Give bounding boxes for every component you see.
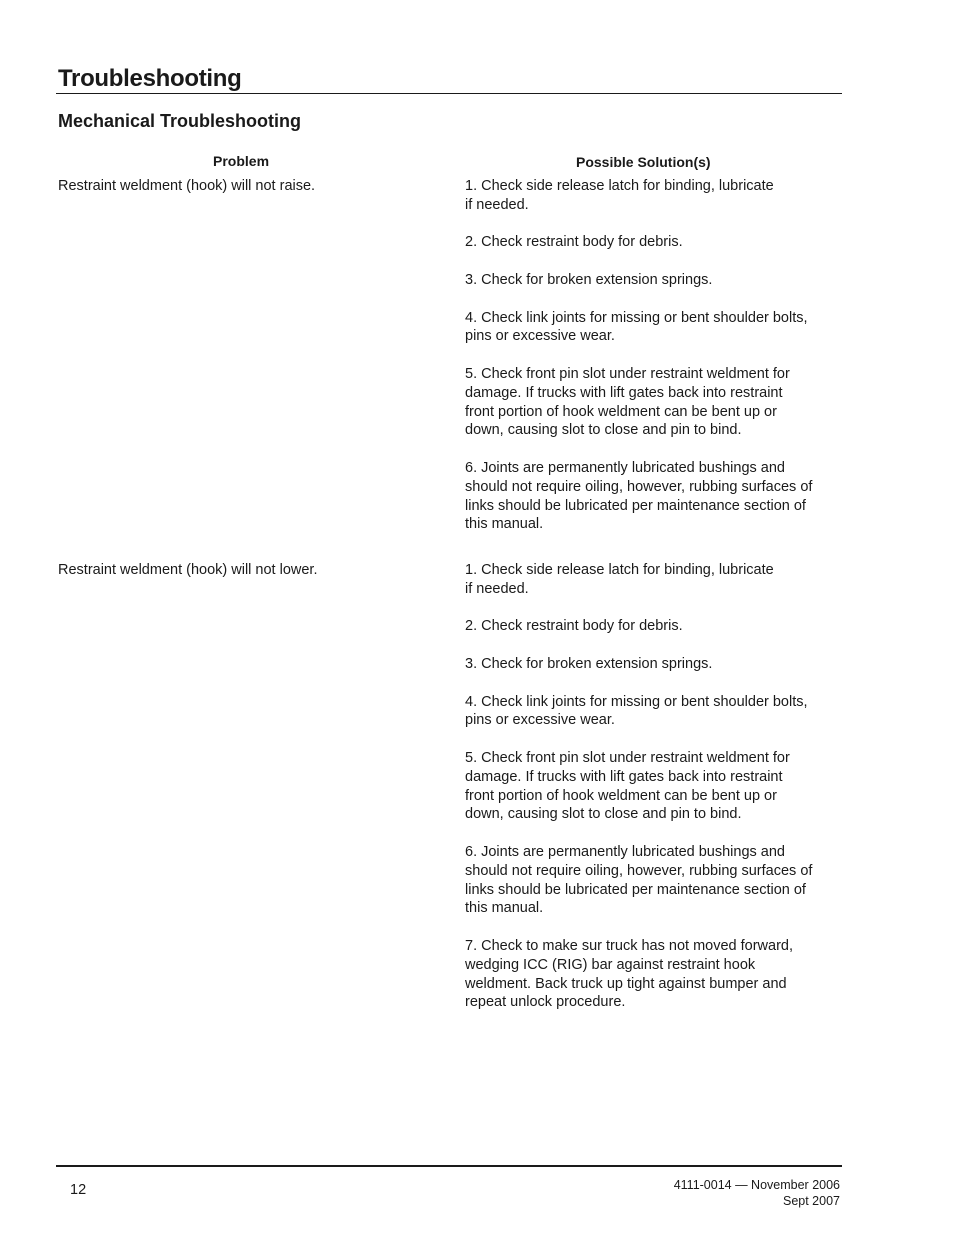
section-title: Mechanical Troubleshooting	[58, 111, 302, 131]
solution-item: 3. Check for broken extension springs.	[465, 655, 713, 672]
page-number: 12	[70, 1182, 87, 1198]
page-title: Troubleshooting	[58, 65, 242, 92]
solution-item: 3. Check for broken extension springs.	[465, 271, 713, 288]
document-number-date: 4111-0014 — November 2006	[673, 1178, 840, 1192]
solution-item: 2. Check restraint body for debris.	[465, 618, 683, 635]
solution-item: 1. Check side release latch for binding, lubricate if needed.	[465, 178, 774, 213]
problem-text-raise: Restraint weldment (hook) will not raise.	[58, 178, 316, 194]
title-divider	[56, 93, 842, 94]
solution-item: 1. Check side release latch for binding, lubricate if needed.	[465, 562, 774, 597]
solution-list-raise	[465, 177, 845, 553]
solution-item: 6. Joints are permanently lubricated bushings and should not require oiling, however, rubbing surfaces of links should be lubricated per maintenance section of this manual.	[465, 459, 813, 533]
solution-column-header: Possible Solution(s)	[576, 154, 711, 170]
solution-item: 4. Check link joints for missing or bent shoulder bolts, pins or excessive wear.	[465, 693, 808, 729]
document-reference	[674, 1178, 840, 1209]
footer-divider	[56, 1165, 842, 1167]
solution-item: 5. Check front pin slot under restraint weldment for damage. If trucks with lift gates back into restraint front portion of hook weldment can be bent up or down, causing slot to close and pin to bind.	[465, 749, 790, 823]
revision-date: Sept 2007	[783, 1193, 840, 1208]
solution-item: 5. Check front pin slot under restraint weldment for damage. If trucks with lift gates back into restraint front portion of hook weldment can be bent up or down, causing slot to close and pin to bind.	[465, 365, 790, 439]
solution-list-lower	[465, 561, 845, 1031]
solution-item: 2. Check restraint body for debris.	[465, 234, 683, 251]
solution-item: 7. Check to make sur truck has not moved forward, wedging ICC (RIG) bar against restraint hook weldment. Back truck up tight against bumper and repeat unlock procedure.	[465, 937, 793, 1011]
problem-text-lower: Restraint weldment (hook) will not lower.	[58, 562, 318, 578]
problem-column-header: Problem	[213, 153, 270, 169]
solution-item: 6. Joints are permanently lubricated bushings and should not require oiling, however, rubbing surfaces of links should be lubricated per maintenance section of this manual.	[465, 843, 813, 917]
solution-item: 4. Check link joints for missing or bent shoulder bolts, pins or excessive wear.	[465, 309, 808, 345]
